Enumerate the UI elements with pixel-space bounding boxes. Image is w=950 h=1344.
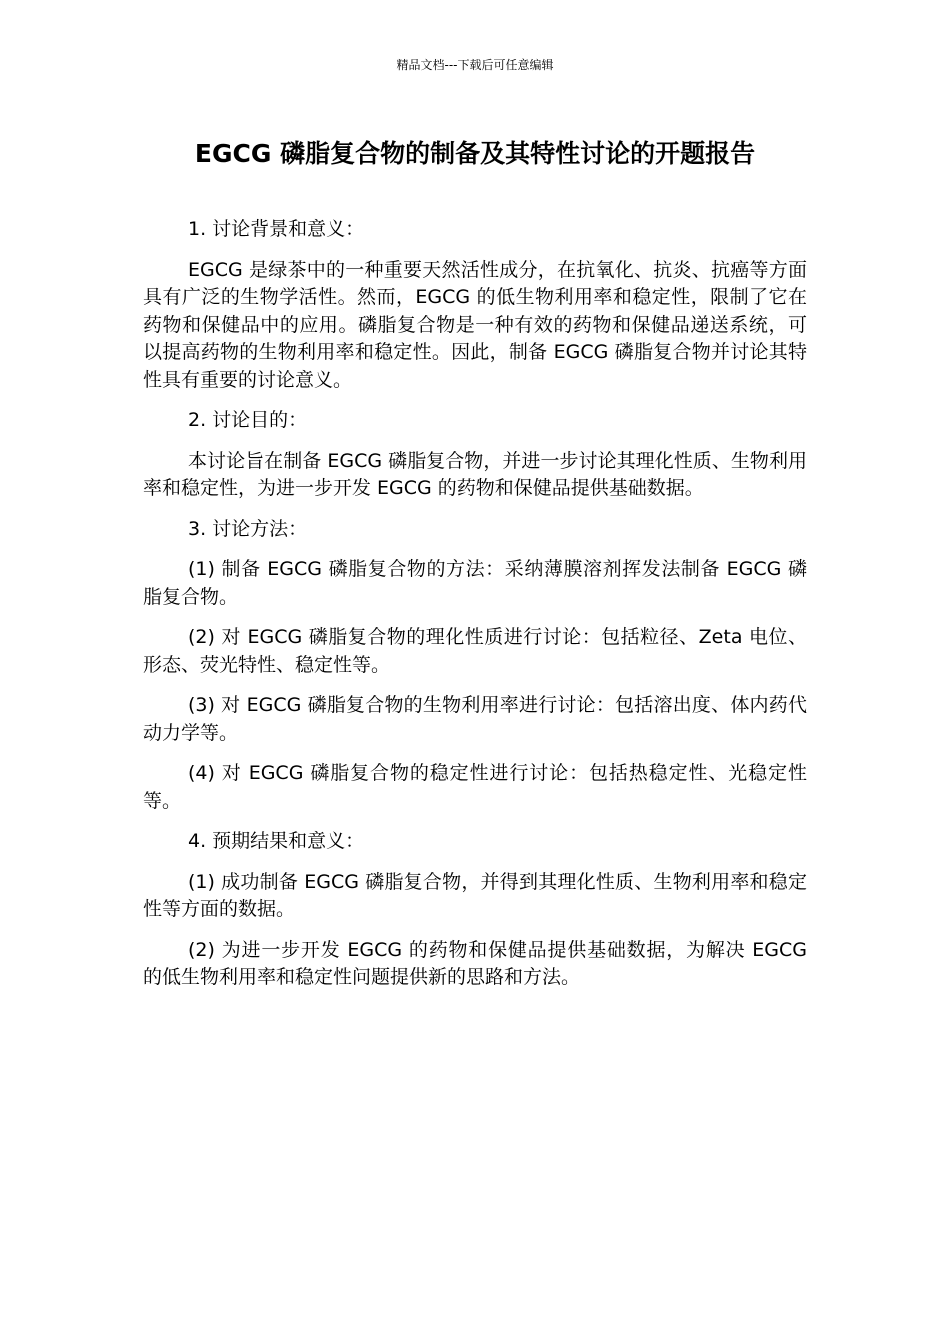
document-title: EGCG 磷脂复合物的制备及其特性讨论的开题报告 bbox=[194, 139, 756, 168]
method-item-3: (3) 对 EGCG 磷脂复合物的生物利用率进行讨论：包括溶出度、体内药代动力学等。 bbox=[143, 694, 807, 744]
section-heading-expected-results: 4. 预期结果和意义： bbox=[188, 830, 365, 852]
section-heading-methods: 3. 讨论方法： bbox=[188, 517, 308, 540]
section-heading-background: 1. 讨论背景和意义： bbox=[188, 218, 365, 240]
paragraph-background: EGCG 是绿茶中的一种重要天然活性成分，在抗氧化、抗炎、抗癌等方面具有广泛的生物学活性。然而，EGCG 的低生物利用率和稳定性，限制了它在药物和保健品中的应用。磷脂复合物是一种有效的药物和保健品递送系统，可以提高药物的生物利用率和稳定性。因此，制备 EGCG 磷脂复合物并讨论其特性具有重要的讨论意义。 bbox=[143, 258, 807, 391]
result-item-2: (2) 为进一步开发 EGCG 的药物和保健品提供基础数据，为解决 EGCG 的低生物利用率和稳定性问题提供新的思路和方法。 bbox=[143, 938, 807, 988]
section-heading-purpose: 2. 讨论目的： bbox=[188, 409, 308, 431]
page-header-text: 精品文档---下载后可任意编辑 bbox=[396, 58, 554, 72]
method-item-1: (1) 制备 EGCG 磷脂复合物的方法：采纳薄膜溶剂挥发法制备 EGCG 磷脂复合物。 bbox=[143, 558, 807, 608]
result-item-1: (1) 成功制备 EGCG 磷脂复合物，并得到其理化性质、生物利用率和稳定性等方面的数据。 bbox=[143, 870, 807, 920]
document-body bbox=[143, 216, 807, 1005]
paragraph-purpose: 本讨论旨在制备 EGCG 磷脂复合物，并进一步讨论其理化性质、生物利用率和稳定性，为进一步开发 EGCG 的药物和保健品提供基础数据。 bbox=[143, 449, 807, 499]
method-item-4: (4) 对 EGCG 磷脂复合物的稳定性进行讨论：包括热稳定性、光稳定性等。 bbox=[143, 762, 807, 812]
method-item-2: (2) 对 EGCG 磷脂复合物的理化性质进行讨论：包括粒径、Zeta 电位、形态、荧光特性、稳定性等。 bbox=[143, 626, 807, 676]
